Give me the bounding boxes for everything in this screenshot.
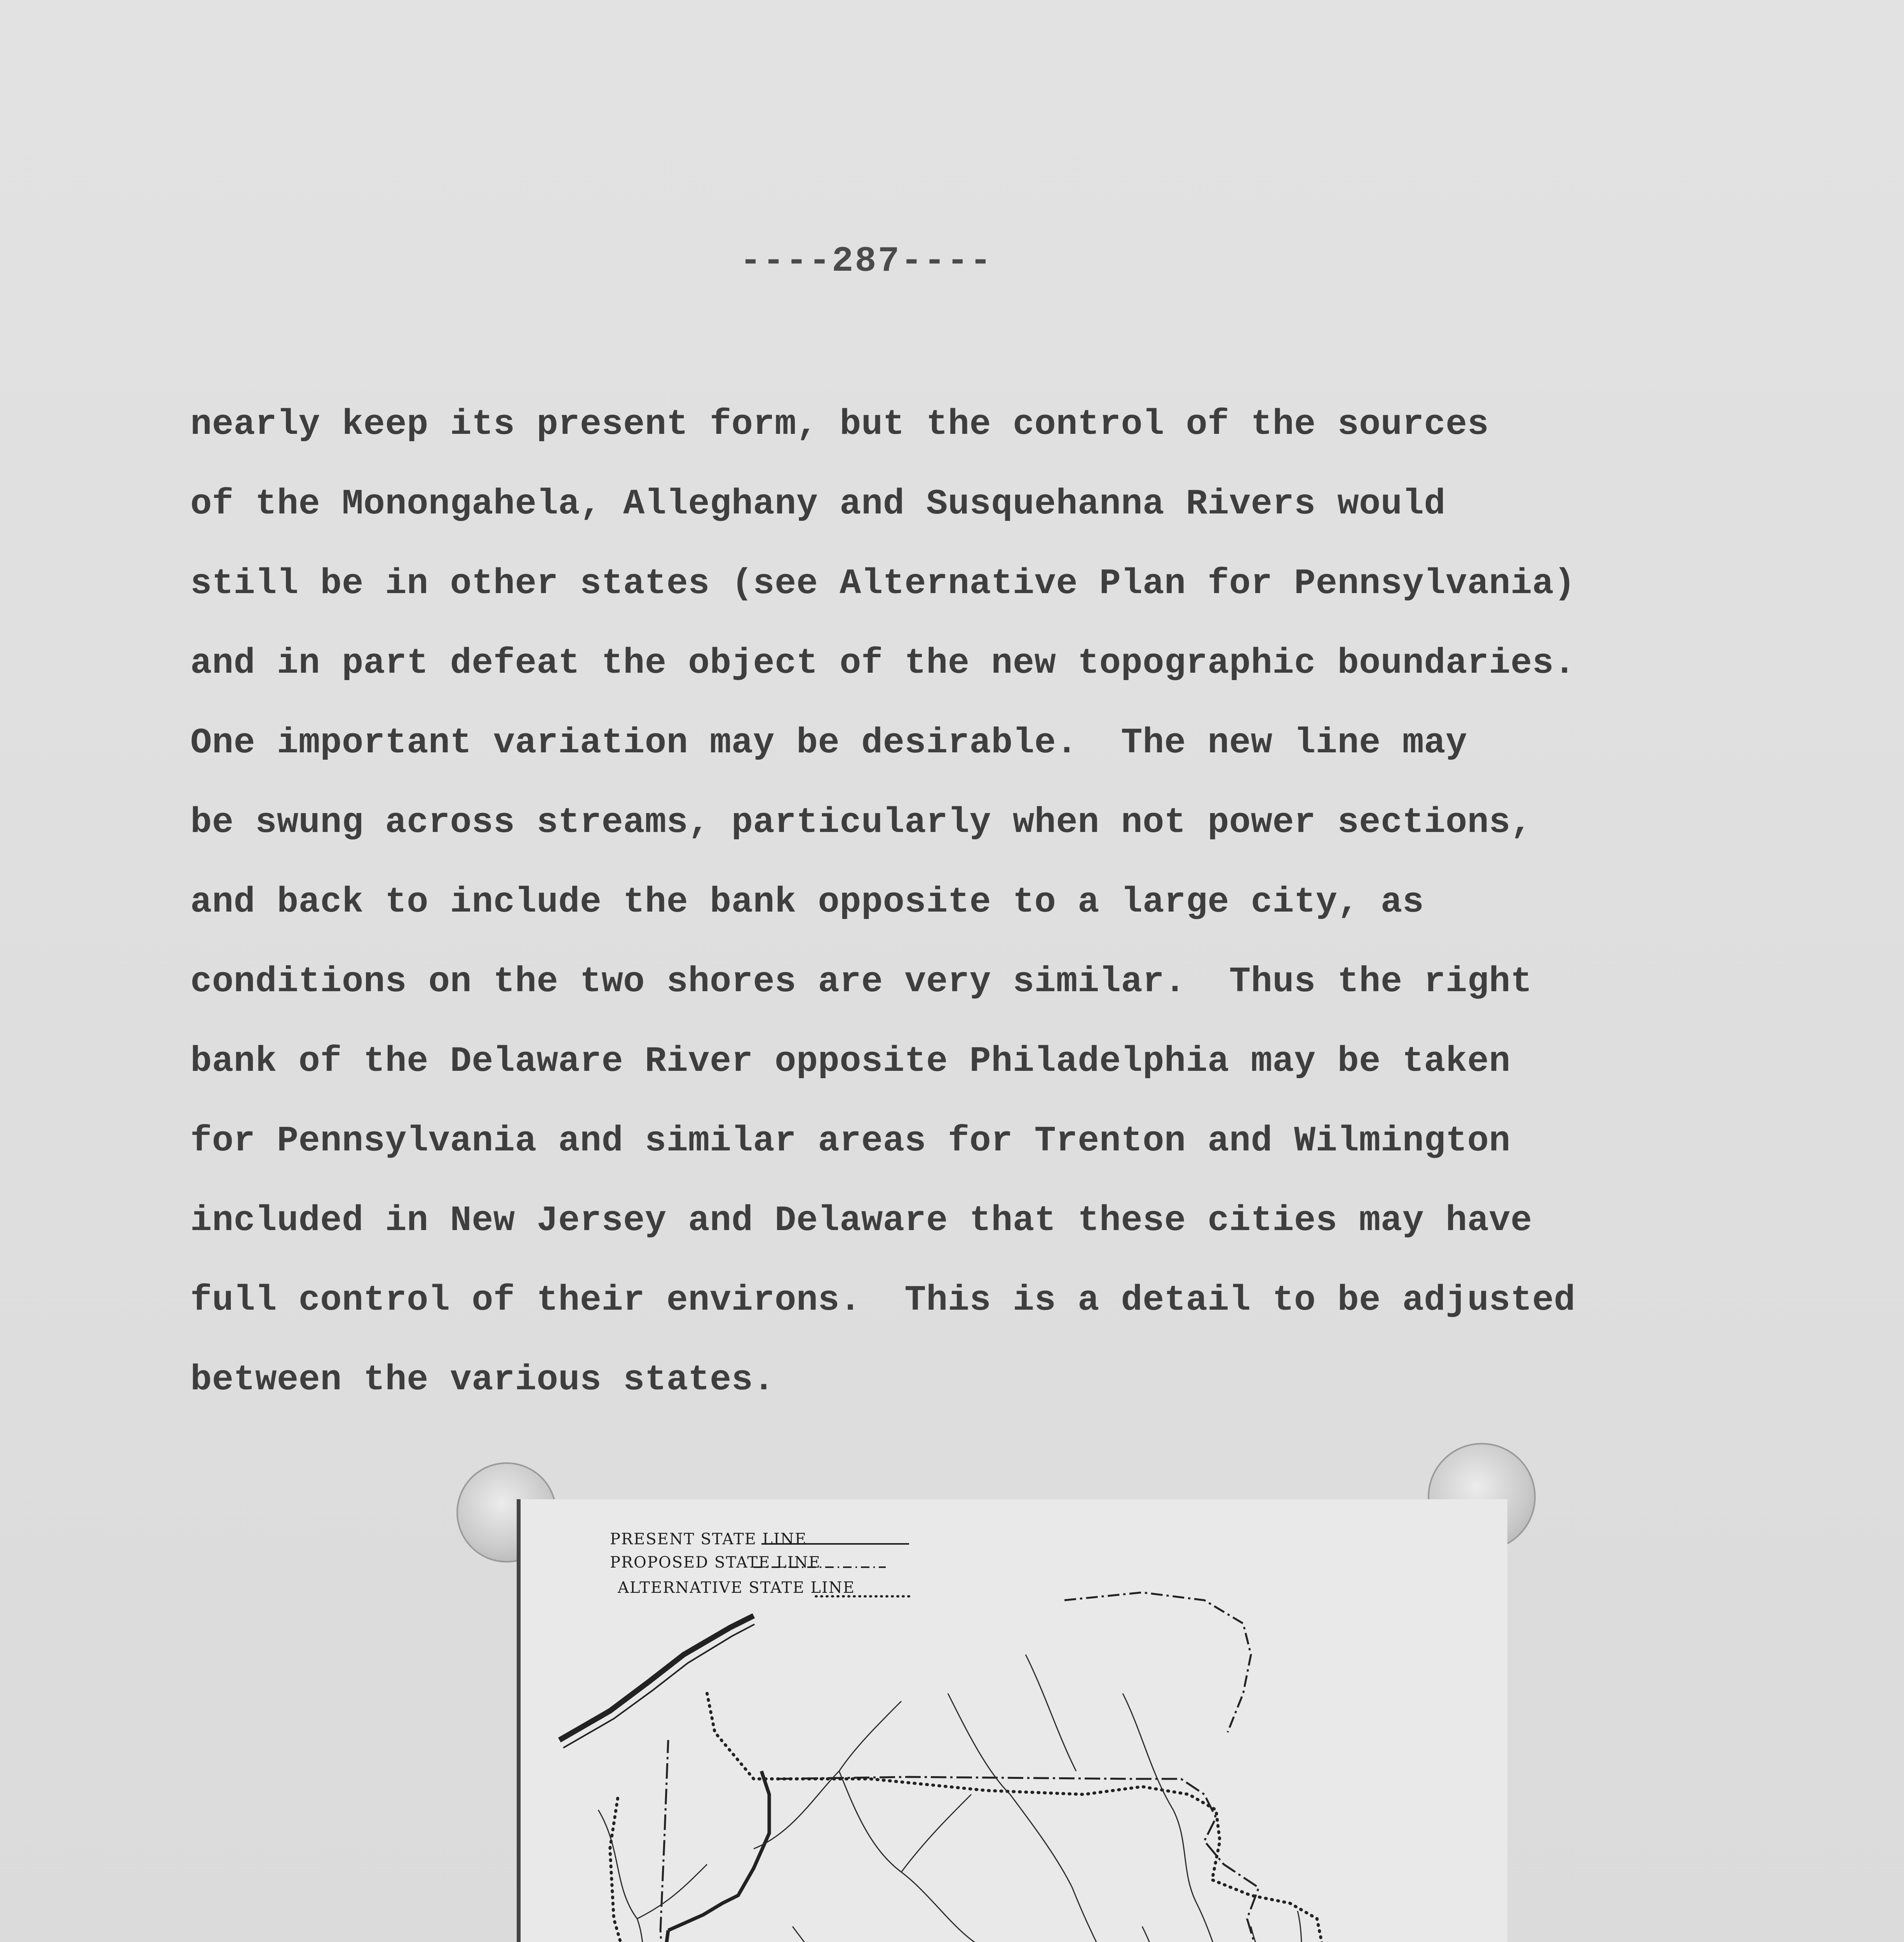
text-line: and in part defeat the object of the new topographic boundaries. — [190, 643, 1576, 684]
legend-alternative-label: ALTERNATIVE STATE LINE — [618, 1579, 855, 1597]
text-line: between the various states. — [190, 1359, 775, 1400]
text-line: One important variation may be desirable. The new line may — [190, 722, 1467, 763]
text-line: of the Monongahela, Alleghany and Susquehanna Rivers would — [190, 484, 1446, 524]
text-line: and back to include the bank opposite to a large city, as — [190, 882, 1424, 922]
legend-proposed-label: PROPOSED STATE LINE — [610, 1554, 821, 1571]
text-line: still be in other states (see Alternative Plan for Pennsylvania) — [190, 563, 1576, 604]
present-state-line — [660, 1740, 1282, 1942]
alternative-state-line — [707, 1693, 1325, 1942]
text-line: conditions on the two shores are very similar. Thus the right — [190, 961, 1532, 1002]
text-line: full control of their environs. This is a detail to be adjusted — [190, 1280, 1576, 1321]
lake-erie-shore — [559, 1616, 754, 1740]
text-line: for Pennsylvania and similar areas for Trenton and Wilmington — [190, 1121, 1511, 1161]
text-line: nearly keep its present form, but the control of the sources — [190, 404, 1489, 445]
page-number: ----287---- — [740, 241, 993, 282]
text-line: included in New Jersey and Delaware that these cities may have — [190, 1200, 1532, 1241]
rivers — [589, 1655, 1383, 1942]
text-line: be swung across streams, particularly when not power sections, — [190, 802, 1532, 843]
body-text — [190, 385, 1744, 1420]
legend-present-label: PRESENT STATE LINE — [610, 1530, 807, 1548]
text-line: bank of the Delaware River opposite Philadelphia may be taken — [190, 1041, 1511, 1082]
map-photograph — [517, 1499, 1507, 1942]
proposed-state-line — [668, 1771, 769, 1930]
